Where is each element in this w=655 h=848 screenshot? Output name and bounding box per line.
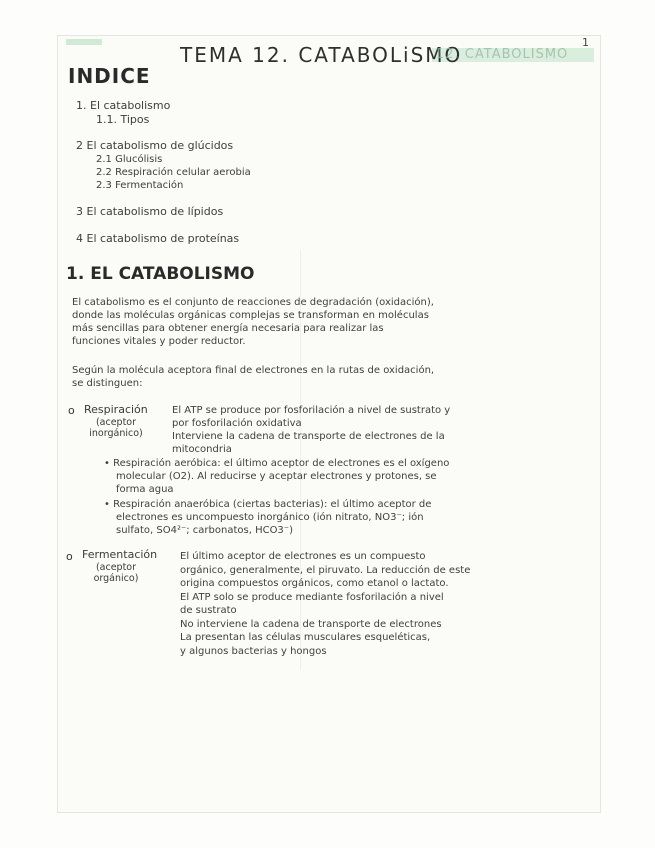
section-heading: 1. EL CATABOLISMO — [66, 264, 255, 284]
indice-heading: INDICE — [68, 64, 151, 88]
text-line: (aceptor — [95, 417, 137, 428]
text-line: El catabolismo es el conjunto de reacciones de degradación (oxidación), — [72, 297, 434, 308]
text-line: La presentan las células musculares esqueléticas, — [180, 632, 431, 643]
text-line: forma agua — [116, 484, 174, 495]
text-line: inorgánico) — [89, 428, 143, 439]
intro-paragraph — [72, 296, 434, 348]
segun-paragraph — [72, 364, 434, 390]
text-line: por fosforilación oxidativa — [172, 418, 302, 429]
text-line: donde las moléculas orgánicas complejas se transforman en moléculas — [72, 310, 429, 321]
index-item: 2.1 Glucólisis — [96, 154, 163, 165]
text-line: origina compuestos orgánicos, como etanol o lactato. — [180, 578, 449, 589]
text-line: funciones vitales y poder reductor. — [72, 336, 246, 347]
text-line: El ATP solo se produce mediante fosforilación a nivel — [180, 591, 444, 603]
aerobica-text — [104, 457, 449, 496]
text-line: más sencillas para obtener energía necesaria para realizar las — [72, 323, 384, 334]
text-line: orgánico, generalmente, el piruvato. La reducción de este — [180, 564, 471, 576]
text-line: El ATP se produce por fosforilación a nivel de sustrato y — [172, 405, 451, 416]
respiracion-text — [172, 404, 450, 456]
bullet-dot: o — [66, 550, 73, 563]
text-line: (aceptor — [95, 562, 137, 573]
bullet-dot: o — [68, 404, 75, 417]
anaerobica-text — [104, 498, 431, 537]
text-line: se distinguen: — [72, 378, 143, 389]
text-line: sulfato, SO4²⁻; carbonatos, HCO3⁻) — [116, 525, 293, 536]
index-item: 4 El catabolismo de proteínas — [76, 232, 240, 245]
index-item: 2.3 Fermentación — [96, 180, 184, 191]
index-item: 1. El catabolismo — [76, 99, 171, 112]
text-line: electrones es uncompuesto inorgánico (ión nitrato, NO3⁻; ión — [116, 512, 424, 523]
text-line: • Respiración aeróbica: el último aceptor de electrones es el oxígeno — [104, 458, 450, 469]
respiracion-label: Respiración — [84, 403, 148, 416]
page-title: TEMA 12. CATABOLiSMO — [180, 43, 463, 67]
fermentacion-label: Fermentación — [82, 548, 158, 561]
text-line: Interviene la cadena de transporte de electrones de la — [172, 431, 445, 442]
text-line: Según la molécula aceptora final de electrones en la rutas de oxidación, — [72, 365, 435, 376]
index-item: 1.1. Tipos — [96, 113, 150, 126]
page-number: 1 — [582, 36, 589, 49]
highlight-mark — [66, 39, 102, 45]
text-line: • Respiración anaeróbica (ciertas bacterias): el último aceptor de — [104, 499, 432, 510]
index-item: 2.2 Respiración celular aerobia — [96, 167, 251, 178]
text-line: de sustrato — [180, 605, 237, 616]
text-line: El último aceptor de electrones es un compuesto — [180, 551, 426, 562]
text-line: molecular (O2). Al reducirse y aceptar electrones y protones, se — [116, 471, 437, 482]
text-line: mitocondria — [172, 444, 232, 455]
text-line: y algunos bacterias y hongos — [180, 645, 327, 657]
fermentacion-text — [180, 550, 470, 658]
text-line: No interviene la cadena de transporte de electrones — [180, 618, 442, 630]
ghost-title: 12. CATABOLISMO — [436, 47, 569, 62]
text-line: orgánico) — [93, 573, 139, 584]
index-item: 2 El catabolismo de glúcidos — [76, 139, 234, 152]
respiracion-aceptor — [76, 417, 156, 439]
fermentacion-aceptor — [76, 562, 156, 584]
index-item: 3 El catabolismo de lípidos — [76, 205, 224, 218]
